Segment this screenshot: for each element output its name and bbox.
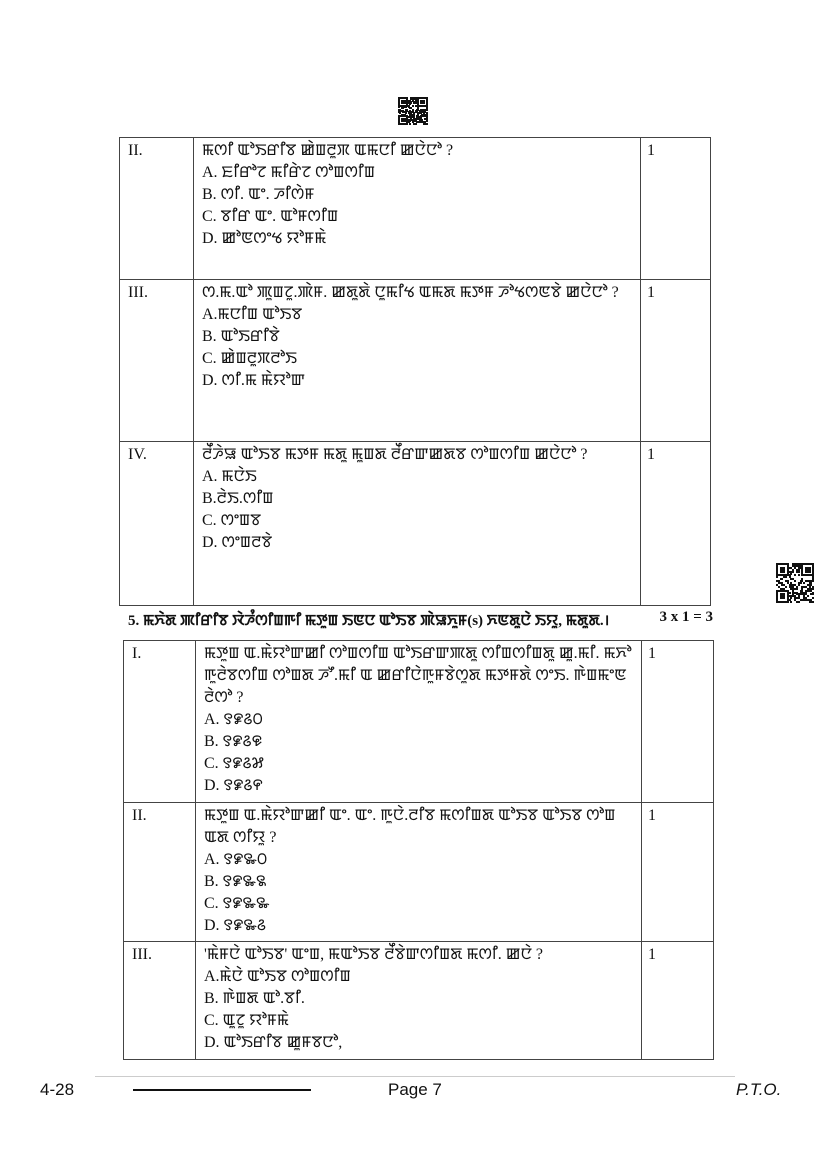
table-row	[120, 442, 711, 606]
question-number: III.	[124, 942, 196, 1060]
section-marks: 3 x 1 = 3	[659, 609, 713, 625]
option-a: A. ꯱꯹꯳꯰	[204, 851, 268, 868]
question-text: 'ꯃꯥꯝꯅꯥ ꯑꯣꯏꯕ' ꯑꯦꯡ, ꯃꯑꯣꯏꯕ ꯂꯩꯕꯥꯛꯁꯤꯡꯗ ꯃꯁꯤ. ꯀꯅꯥ ?	[204, 946, 544, 963]
option-c: C. ꯱꯹꯳꯳	[204, 895, 270, 912]
question-cell	[196, 942, 642, 1060]
pto-label: P.T.O.	[736, 1080, 782, 1099]
marks-cell: 1	[642, 803, 714, 942]
footer-divider	[95, 1076, 735, 1077]
question-number: III.	[120, 280, 194, 442]
option-d: D. ꯁꯦꯡꯂꯕꯥ	[202, 534, 273, 551]
footer-rule	[133, 1089, 311, 1091]
option-c: C. ꯁꯦꯡꯕ	[202, 512, 262, 529]
table-row	[124, 803, 714, 942]
option-c: C. ꯑꯨꯖꯨ ꯌꯣꯝꯃꯥ	[204, 1012, 289, 1029]
option-d: D. ꯑꯣꯏꯔꯤꯕ ꯀꯨꯝꯕꯅꯣ,	[204, 1034, 343, 1051]
table-row	[120, 280, 711, 442]
option-a: A. ꯱꯹꯴꯰	[204, 711, 263, 728]
option-b: B. ꯱꯹꯳꯲	[204, 873, 267, 890]
table-row	[120, 138, 711, 280]
question-cell	[194, 442, 641, 606]
question-cell	[196, 641, 642, 803]
marks-cell: 1	[641, 442, 711, 606]
question-table-2	[123, 640, 714, 1060]
marks-cell: 1	[641, 280, 711, 442]
question-text: ꯃꯁꯤ ꯑꯣꯏꯔꯤꯕ ꯀꯥꯡꯂꯨꯞ ꯑꯃꯅꯤ ꯀꯅꯥꯅꯣ ?	[202, 142, 454, 159]
option-d: D. ꯱꯹꯴꯵	[204, 777, 263, 794]
marks-cell: 1	[641, 138, 711, 280]
question-cell	[194, 280, 641, 442]
question-number: II.	[124, 803, 196, 942]
option-c: C. ꯱꯹꯴꯷	[204, 755, 264, 772]
option-d: D. ꯀꯣꯟꯁꯦꯠ ꯌꯣꯝꯃꯥ	[202, 230, 327, 247]
option-a: A. ꯐꯤꯔꯣꯖ ꯃꯤꯔꯥꯖ ꯁꯣꯡꯁꯤꯡ	[202, 164, 376, 181]
option-b: B.ꯂꯥꯏ.ꯁꯤꯡ	[202, 490, 274, 507]
qr-code-top	[398, 97, 427, 124]
marks-cell: 1	[642, 942, 714, 1060]
question-number: II.	[120, 138, 194, 280]
question-number: IV.	[120, 442, 194, 606]
question-table-1	[119, 137, 711, 606]
question-cell	[194, 138, 641, 280]
option-c: C. ꯀꯥꯡꯂꯨꯞꯂꯣꯏ	[202, 350, 298, 367]
option-d: D. ꯱꯹꯳꯴	[204, 917, 266, 934]
page-footer	[0, 1076, 827, 1106]
question-cell	[196, 803, 642, 942]
page-number: Page 7	[388, 1080, 442, 1099]
marks-cell: 1	[642, 641, 714, 803]
option-d: D. ꯁꯤ.ꯃ ꯃꯥꯌꯣꯛ	[202, 372, 305, 389]
question-text: ꯂꯩꯍꯥꯎ ꯑꯣꯏꯕ ꯃꯇꯝ ꯃꯗꯨ ꯃꯨꯡꯗ ꯂꯩꯔꯛꯀꯗꯕ ꯁꯣꯡꯁꯤꯡ ꯀꯅꯥꯅꯣ ?	[202, 446, 588, 463]
paper-code: 4-28	[40, 1080, 75, 1099]
question-text: ꯃꯇꯨꯡ ꯑ.ꯃꯥꯌꯣꯛꯀꯤ ꯁꯣꯡꯁꯤꯡ ꯑꯣꯏꯔꯛꯄꯗꯨ ꯁꯤꯡꯁꯤꯡꯗꯨ ꯀꯨ.ꯃꯤ. ꯃꯈꯣ ꯒꯨꯂꯥꯕꯁꯤꯡ ꯁꯣꯡꯗ ꯍꯧ.ꯃꯤ ꯑ ꯀꯔꯤꯅꯥꯒꯨꯝꯕꯥꯁꯨꯗ ꯃꯇꯝꯗꯥ ꯁꯦꯏ. ꯒꯥꯡꯃꯦꯟ ꯂꯥꯁꯣ ?	[204, 645, 632, 706]
option-a: A.ꯃꯅꯤꯡ ꯑꯣꯏꯕ	[202, 306, 303, 323]
question-text: ꯁ.ꯃ.ꯑꯣ ꯄꯨꯡꯖꯨ.ꯄꯥꯝ. ꯀꯗꯨꯗꯥ ꯅꯨꯃꯤꯠ ꯑꯃꯗ ꯃꯇꯝ ꯍꯣꯠꯁꯟꯕꯥ ꯀꯅꯥꯅꯣ ?	[202, 284, 619, 301]
table-row	[124, 942, 714, 1060]
option-a: A. ꯃꯅꯥꯏ	[202, 468, 257, 485]
option-b: B. ꯑꯣꯏꯔꯤꯕꯥ	[202, 328, 280, 345]
section-instruction: 5. ꯃꯈꯥꯗ ꯄꯤꯔꯤꯕ ꯋꯥꯍꯪꯁꯤꯡꯒꯤ ꯃꯇꯨꯡ ꯏꯟꯅ ꯑꯣꯏꯕ ꯄꯥꯎꯈꯨꯝ(s) ꯈꯟꯗꯨꯅꯥ ꯏꯌꯨ, ꯃꯗꯨꯗ.।	[128, 613, 610, 629]
qr-code-side	[776, 563, 814, 603]
option-a: A.ꯃꯥꯅꯥ ꯑꯣꯏꯕ ꯁꯣꯡꯁꯤꯡ	[204, 968, 351, 985]
section-heading	[128, 609, 713, 630]
question-text: ꯃꯇꯨꯡ ꯑ.ꯃꯥꯌꯣꯛꯀꯤ ꯑꯦ. ꯑꯦ. ꯒꯨꯅꯥ.ꯂꯤꯕ ꯃꯁꯤꯡꯗ ꯑꯣꯏꯕ ꯑꯣꯏꯕ ꯁꯣꯡ ꯑꯗ ꯁꯤꯌꯨ ?	[204, 807, 616, 846]
option-b: B. ꯁꯤ. ꯑꯦ. ꯍꯤꯁꯥꯝ	[202, 186, 315, 203]
option-b: B. ꯱꯹꯴꯶	[204, 733, 263, 750]
table-row	[124, 641, 714, 803]
question-number: I.	[124, 641, 196, 803]
option-b: B. ꯒꯥꯡꯗ ꯑꯣ.ꯕꯤ.	[204, 990, 305, 1007]
option-c: C. ꯕꯤꯔ ꯑꯦ. ꯑꯣꯝꯁꯤꯡ	[202, 208, 339, 225]
